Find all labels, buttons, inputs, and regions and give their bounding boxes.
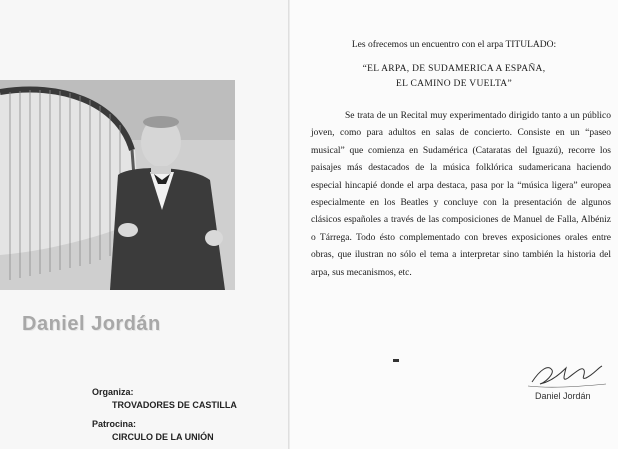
artist-name: Daniel Jordán (22, 313, 161, 335)
description-paragraph: Se trata de un Recital muy experimentado dirigido tanto a un público joven, como para adultos en salas de concierto. Consiste en un “paseo musical” que comienza en Sudamérica (Cataratas del Iguazú), recorre los paisajes más destacados de la música folklórica sudamericana haciendo especial hincapié donde el arpa destaca, pasa por la “música ligera” europea especialmente en los Beatles y concluye con la presentación de algunos clásicos españoles a través de las composiciones de Manuel de Falla, Albéniz o Tárrega. Todo ésto complementado con breves exposiciones orales entre obras, que ilustran no sólo el tema a interpretar sino también la historia del arpa, sus mecanismos, etc. (311, 111, 611, 278)
organiza-label: Organiza: (92, 387, 134, 397)
intro-line: Les ofrecemos un encuentro con el arpa TITULADO: (351, 40, 557, 50)
patrocina-value: CIRCULO DE LA UNIÓN (112, 432, 214, 442)
patrocina-label: Patrocina: (92, 419, 137, 429)
scan-mark (393, 359, 399, 362)
harpist-photo (0, 80, 235, 290)
signature-name: Daniel Jordán (535, 391, 591, 401)
organiza-value: TROVADORES DE CASTILLA (112, 400, 237, 410)
recital-title-line-1: “EL ARPA, DE SUDAMERICA A ESPAÑA, (362, 64, 546, 74)
recital-title-line-2: EL CAMINO DE VUELTA” (396, 79, 512, 89)
handwritten-signature (526, 360, 610, 390)
